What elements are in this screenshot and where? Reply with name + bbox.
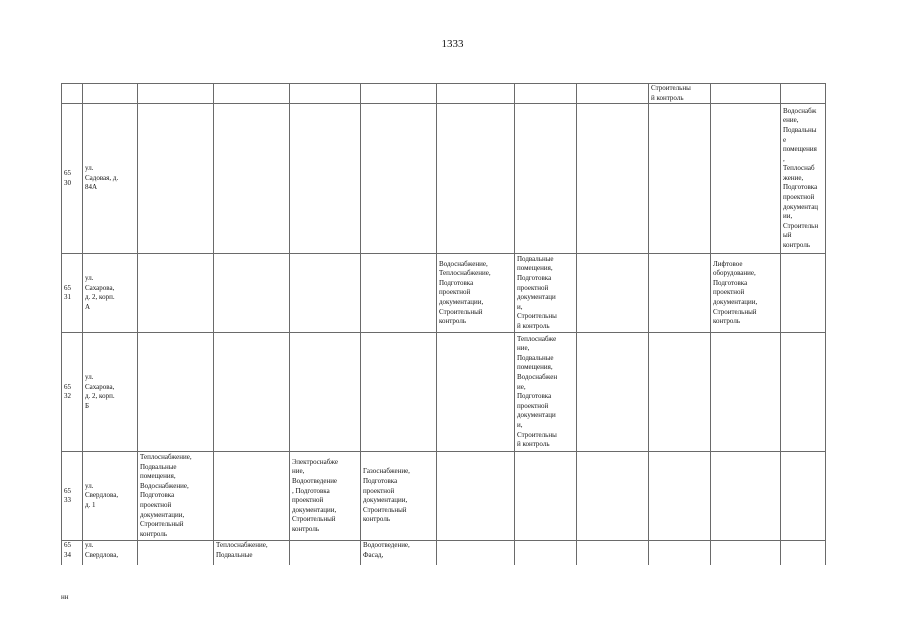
work-cell xyxy=(214,84,290,104)
work-cell xyxy=(649,541,711,565)
work-cell xyxy=(290,104,361,254)
work-cell xyxy=(711,333,781,452)
work-cell xyxy=(138,84,214,104)
work-cell xyxy=(577,541,649,565)
row-number-cell: 65 32 xyxy=(62,333,83,452)
work-cell xyxy=(290,254,361,333)
address-cell xyxy=(83,84,138,104)
work-cell xyxy=(577,104,649,254)
work-cell: Водоотведение, Фасад, xyxy=(361,541,437,565)
address-cell: ул. Сахарова, д. 2, корп. А xyxy=(83,254,138,333)
work-cell: Теплоснабже ние, Подвальные помещения, Водоснабжен ие, Подготовка проектной документаци и, Строительны й контроль xyxy=(515,333,577,452)
work-cell: Лифтовое оборудование, Подготовка проектной документации, Строительный контроль xyxy=(711,254,781,333)
work-cell xyxy=(515,104,577,254)
work-cell: Электроснабже ние, Водоотведение , Подготовка проектной документации, Строительный контроль xyxy=(290,452,361,541)
row-number-cell xyxy=(62,84,83,104)
repair-schedule-table xyxy=(61,83,826,565)
row-number-cell: 65 31 xyxy=(62,254,83,333)
work-cell xyxy=(138,254,214,333)
footer-mark: нн xyxy=(61,593,69,601)
work-cell xyxy=(361,84,437,104)
work-cell xyxy=(577,254,649,333)
work-cell: Газоснабжение, Подготовка проектной документации, Строительный контроль xyxy=(361,452,437,541)
work-cell: Водоснабжение, Теплоснабжение, Подготовка проектной документации, Строительный контроль xyxy=(437,254,515,333)
table-row xyxy=(62,333,826,452)
work-cell xyxy=(649,104,711,254)
work-cell xyxy=(711,452,781,541)
work-cell xyxy=(138,541,214,565)
work-cell xyxy=(290,541,361,565)
work-cell xyxy=(781,333,826,452)
work-cell xyxy=(577,452,649,541)
table-row xyxy=(62,104,826,254)
work-cell xyxy=(577,84,649,104)
work-cell xyxy=(711,84,781,104)
work-cell: Теплоснабжение, Подвальные помещения, Водоснабжение, Подготовка проектной документации, Строительный контроль xyxy=(138,452,214,541)
work-cell xyxy=(649,452,711,541)
row-number-cell: 65 34 xyxy=(62,541,83,565)
work-cell xyxy=(437,104,515,254)
work-cell xyxy=(290,333,361,452)
work-cell: Строительны й контроль xyxy=(649,84,711,104)
work-cell xyxy=(437,333,515,452)
work-cell xyxy=(515,84,577,104)
work-cell xyxy=(649,333,711,452)
work-cell xyxy=(361,254,437,333)
work-cell xyxy=(437,84,515,104)
work-cell xyxy=(649,254,711,333)
address-cell: ул. Садовая, д. 84А xyxy=(83,104,138,254)
table-row xyxy=(62,541,826,565)
work-cell: Водоснабж ение, Подвальны е помещения , Теплоснаб жение, Подготовка проектной документац ии, Строительн ый контроль xyxy=(781,104,826,254)
work-cell xyxy=(711,104,781,254)
work-cell xyxy=(577,333,649,452)
work-cell xyxy=(437,452,515,541)
work-cell xyxy=(214,254,290,333)
table-row xyxy=(62,254,826,333)
work-cell xyxy=(781,452,826,541)
address-cell: ул. Сахарова, д. 2, корп. Б xyxy=(83,333,138,452)
work-cell xyxy=(781,84,826,104)
work-cell xyxy=(138,104,214,254)
row-number-cell: 65 30 xyxy=(62,104,83,254)
work-cell xyxy=(290,84,361,104)
work-cell xyxy=(214,104,290,254)
row-number-cell: 65 33 xyxy=(62,452,83,541)
work-cell xyxy=(138,333,214,452)
work-cell xyxy=(711,541,781,565)
address-cell: ул. Свердлова, д. 1 xyxy=(83,452,138,541)
table-row xyxy=(62,452,826,541)
work-cell xyxy=(781,541,826,565)
work-cell: Подвальные помещения, Подготовка проектной документаци и, Строительны й контроль xyxy=(515,254,577,333)
address-cell: ул. Свердлова, xyxy=(83,541,138,565)
work-cell xyxy=(515,541,577,565)
work-cell xyxy=(361,104,437,254)
work-cell xyxy=(214,333,290,452)
table-row xyxy=(62,84,826,104)
work-cell xyxy=(361,333,437,452)
page-number: 1333 xyxy=(441,38,464,50)
work-cell xyxy=(781,254,826,333)
work-cell xyxy=(214,452,290,541)
work-cell: Теплоснабжение, Подвальные xyxy=(214,541,290,565)
work-cell xyxy=(437,541,515,565)
work-cell xyxy=(515,452,577,541)
